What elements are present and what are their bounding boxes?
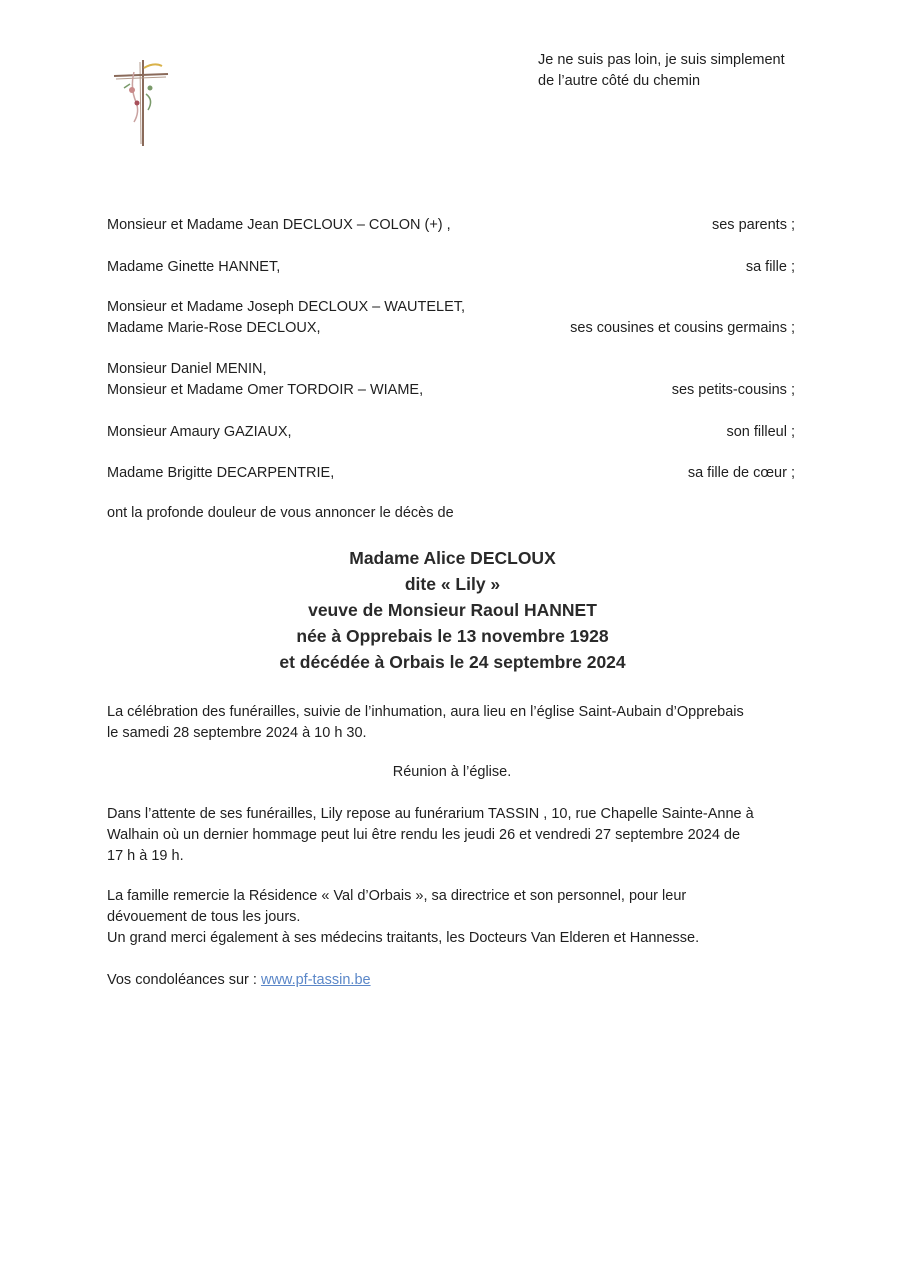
thanks-paragraph — [107, 886, 797, 949]
family-entry — [107, 359, 795, 401]
family-relation: ses cousines et cousins germains ; — [570, 320, 795, 336]
deceased-birth: née à Opprebais le 13 novembre 1928 — [296, 626, 609, 646]
paragraph-line: dévouement de tous les jours. — [107, 909, 301, 925]
family-entry — [107, 257, 795, 278]
reunion-note: Réunion à l’église. — [392, 764, 512, 780]
family-name: Madame Brigitte DECARPENTRIE, — [107, 465, 335, 481]
epigraph-line: de l’autre côté du chemin — [538, 73, 701, 89]
deceased-block — [200, 545, 705, 675]
condolences-label: Vos condoléances sur : — [107, 972, 257, 988]
deceased-nickname: dite « Lily » — [404, 574, 501, 594]
deceased-death: et décédée à Orbais le 24 septembre 2024 — [279, 652, 626, 672]
family-entry — [107, 463, 795, 484]
family-entry — [107, 215, 795, 236]
condolences-link[interactable]: www.pf-tassin.be — [260, 972, 371, 988]
paragraph-line: Dans l’attente de ses funérailles, Lily repose au funérarium TASSIN , 10, rue Chapelle Sainte-Anne à — [107, 806, 754, 822]
deceased-spouse: veuve de Monsieur Raoul HANNET — [308, 600, 597, 620]
family-name: Monsieur et Madame Omer TORDOIR – WIAME, — [107, 382, 424, 398]
family-relation: ses petits-cousins ; — [671, 382, 795, 398]
paragraph-line: Walhain où un dernier hommage peut lui être rendu les jeudi 26 et vendredi 27 septembre 2024 de — [107, 827, 741, 843]
paragraph-line: Un grand merci également à ses médecins traitants, les Docteurs Van Elderen et Hannesse. — [107, 930, 700, 946]
family-relation: ses parents ; — [711, 217, 795, 233]
paragraph-line: La célébration des funérailles, suivie de l’inhumation, aura lieu en l’église Saint-Aubain d’Opprebais — [107, 704, 744, 720]
repose-paragraph — [107, 804, 797, 867]
paragraph-line: 17 h à 19 h. — [107, 848, 184, 864]
paragraph-line: La famille remercie la Résidence « Val d’Orbais », sa directrice et son personnel, pour leur — [107, 888, 687, 904]
condolences-line — [107, 970, 797, 991]
paragraph-line: le samedi 28 septembre 2024 à 10 h 30. — [107, 725, 367, 741]
epigraph-line: Je ne suis pas loin, je suis simplement — [538, 52, 785, 68]
family-name: Monsieur Daniel MENIN, — [107, 361, 267, 377]
family-relation: son filleul ; — [726, 424, 795, 440]
family-name: Monsieur Amaury GAZIAUX, — [107, 424, 292, 440]
funeral-paragraph — [107, 702, 797, 744]
family-name: Monsieur et Madame Joseph DECLOUX – WAUTELET, — [107, 299, 466, 315]
family-relation: sa fille de cœur ; — [687, 465, 795, 481]
family-entry — [107, 297, 795, 339]
epigraph — [538, 50, 868, 92]
cross-icon — [110, 58, 172, 150]
family-name: Madame Marie-Rose DECLOUX, — [107, 320, 321, 336]
announcement-intro: ont la profonde douleur de vous annoncer le décès de — [107, 505, 454, 521]
family-entry — [107, 422, 795, 443]
deceased-name: Madame Alice DECLOUX — [349, 548, 556, 568]
family-relation: sa fille ; — [745, 259, 795, 275]
family-name: Monsieur et Madame Jean DECLOUX – COLON (+) , — [107, 217, 451, 233]
family-name: Madame Ginette HANNET, — [107, 259, 281, 275]
